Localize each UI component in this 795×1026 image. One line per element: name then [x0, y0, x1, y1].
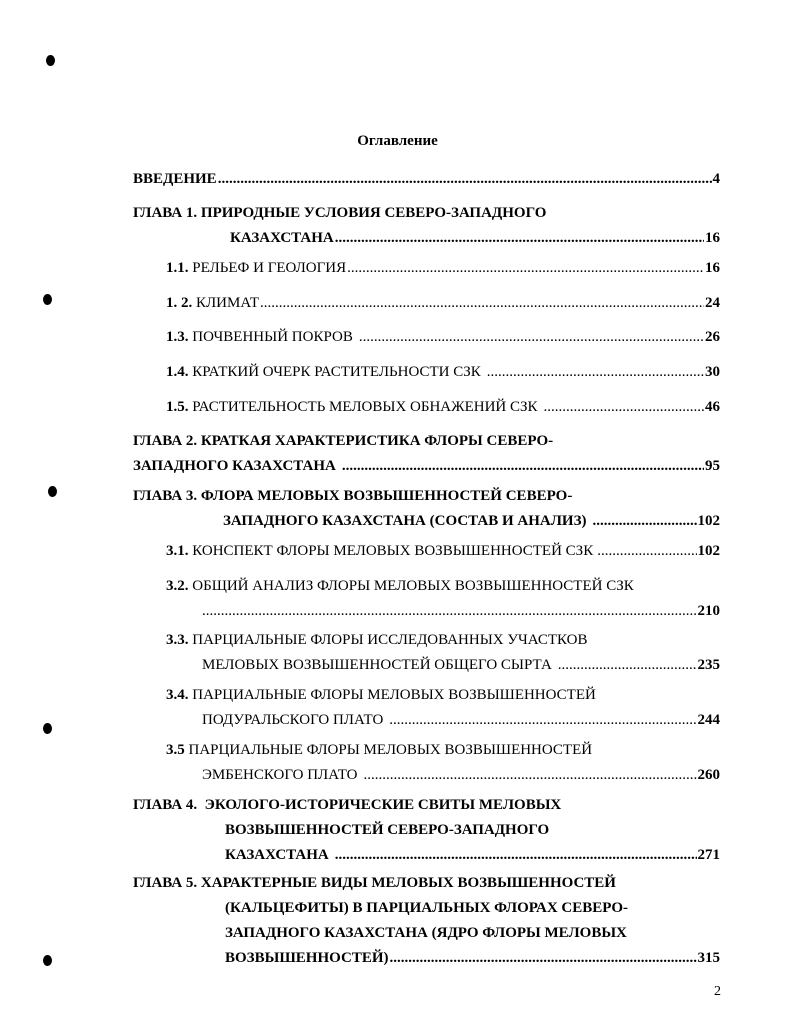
entry-label: ЗАПАДНОГО КАЗАХСТАНА: [133, 458, 336, 474]
dot-leader: [335, 226, 704, 251]
dot-leader: [202, 599, 697, 624]
toc-entry-chapter-3[interactable]: [133, 484, 720, 534]
toc-entry-chapter-5[interactable]: [133, 871, 720, 971]
dot-leader: [359, 325, 704, 350]
toc-entry-1-1[interactable]: [166, 256, 720, 281]
entry-label: ПОЧВЕННЫЙ ПОКРОВ: [192, 329, 353, 345]
entry-label: КЛИМАТ: [196, 295, 260, 311]
toc-entry-chapter-2[interactable]: [133, 429, 720, 479]
entry-label: КОНСПЕКТ ФЛОРЫ МЕЛОВЫХ ВОЗВЫШЕННОСТЕЙ СЗК: [192, 543, 594, 559]
section-number: 1.5.: [166, 399, 189, 415]
entry-heading: ГЛАВА 1. ПРИРОДНЫЕ УСЛОВИЯ СЕВЕРО-ЗАПАДНОГО: [133, 205, 547, 221]
entry-label: РЕЛЬЕФ И ГЕОЛОГИЯ: [192, 260, 347, 276]
page-ref: 102: [697, 513, 720, 529]
binder-hole: [48, 486, 57, 497]
toc-entry-chapter-1[interactable]: [133, 201, 720, 251]
page-ref: 30: [705, 364, 720, 380]
section-number: 1.4.: [166, 364, 189, 380]
entry-heading: ПАРЦИАЛЬНЫЕ ФЛОРЫ ИССЛЕДОВАННЫХ УЧАСТКОВ: [192, 632, 588, 648]
toc-entry-chapter-4[interactable]: [133, 793, 720, 868]
page-ref: 16: [705, 260, 720, 276]
page-ref: 46: [705, 399, 720, 415]
toc-entry-3-2[interactable]: [166, 574, 720, 624]
dot-leader: [218, 167, 712, 192]
toc-title: Оглавление: [357, 133, 438, 149]
section-number: 1.3.: [166, 329, 189, 345]
dot-leader: [597, 539, 696, 564]
dot-leader: [342, 454, 704, 479]
dot-leader: [544, 395, 704, 420]
entry-label: ЗАПАДНОГО КАЗАХСТАНА (СОСТАВ И АНАЛИЗ): [223, 513, 587, 529]
entry-label: КАЗАХСТАНА: [225, 847, 329, 863]
entry-heading: ОБЩИЙ АНАЛИЗ ФЛОРЫ МЕЛОВЫХ ВОЗВЫШЕННОСТЕЙ СЗК: [192, 578, 634, 594]
entry-label: ПОДУРАЛЬСКОГО ПЛАТО: [202, 712, 384, 728]
dot-leader: [389, 708, 696, 733]
toc-entry-1-4[interactable]: [166, 360, 720, 385]
dot-leader: [260, 291, 704, 316]
page-ref: 210: [697, 603, 720, 619]
dot-leader: [335, 843, 697, 868]
page-ref: 235: [697, 657, 720, 673]
dot-leader: [364, 763, 697, 788]
entry-heading-cont: ЗАПАДНОГО КАЗАХСТАНА (ЯДРО ФЛОРЫ МЕЛОВЫХ: [225, 925, 627, 941]
entry-heading-cont: (КАЛЬЦЕФИТЫ) В ПАРЦИАЛЬНЫХ ФЛОРАХ СЕВЕРО-: [225, 900, 629, 916]
section-number: 1. 2.: [166, 295, 193, 311]
page-ref: 315: [697, 950, 720, 966]
dot-leader: [347, 256, 704, 281]
page-ref: 26: [705, 329, 720, 345]
entry-heading: ГЛАВА 5. ХАРАКТЕРНЫЕ ВИДЫ МЕЛОВЫХ ВОЗВЫШЕННОСТЕЙ: [133, 875, 616, 891]
binder-hole: [43, 723, 52, 734]
toc-entry-introduction[interactable]: [133, 167, 720, 192]
page-ref: 102: [697, 543, 720, 559]
binder-hole: [46, 55, 55, 66]
section-number: 1.1.: [166, 260, 189, 276]
page-ref: 271: [697, 847, 720, 863]
toc-entry-1-2[interactable]: [166, 291, 720, 316]
section-number: 3.2.: [166, 578, 189, 594]
toc-entry-3-3[interactable]: [166, 628, 720, 678]
entry-heading: ГЛАВА 4. ЭКОЛОГО-ИСТОРИЧЕСКИЕ СВИТЫ МЕЛОВЫХ: [133, 797, 562, 813]
toc-entry-3-1[interactable]: [166, 539, 720, 564]
entry-label: ВОЗВЫШЕННОСТЕЙ): [225, 950, 389, 966]
page-ref: 24: [705, 295, 720, 311]
entry-label: ВВЕДЕНИЕ: [133, 171, 217, 187]
entry-label: МЕЛОВЫХ ВОЗВЫШЕННОСТЕЙ ОБЩЕГО СЫРТА: [202, 657, 552, 673]
dot-leader: [390, 946, 697, 971]
entry-heading: ГЛАВА 2. КРАТКАЯ ХАРАКТЕРИСТИКА ФЛОРЫ СЕВЕРО-: [133, 433, 554, 449]
dot-leader: [558, 653, 697, 678]
entry-heading: ПАРЦИАЛЬНЫЕ ФЛОРЫ МЕЛОВЫХ ВОЗВЫШЕННОСТЕЙ: [192, 687, 596, 703]
toc-entry-1-5[interactable]: [166, 395, 720, 420]
entry-label: КРАТКИЙ ОЧЕРК РАСТИТЕЛЬНОСТИ СЗК: [192, 364, 481, 380]
binder-hole: [43, 294, 52, 305]
section-number: 3.5: [166, 742, 185, 758]
page-ref: 244: [697, 712, 720, 728]
dot-leader: [593, 509, 697, 534]
page-number: 2: [714, 984, 721, 999]
binder-hole: [43, 955, 52, 966]
entry-heading-cont: ВОЗВЫШЕННОСТЕЙ СЕВЕРО-ЗАПАДНОГО: [225, 822, 550, 838]
section-number: 3.3.: [166, 632, 189, 648]
page-ref: 16: [705, 230, 720, 246]
page-ref: 95: [705, 458, 720, 474]
section-number: 3.1.: [166, 543, 189, 559]
page-ref: 4: [712, 171, 720, 187]
entry-label: ЭМБЕНСКОГО ПЛАТО: [202, 767, 358, 783]
dot-leader: [487, 360, 704, 385]
page-ref: 260: [697, 767, 720, 783]
toc-entry-1-3[interactable]: [166, 325, 720, 350]
toc-entry-3-5[interactable]: [166, 738, 720, 788]
entry-label: РАСТИТЕЛЬНОСТЬ МЕЛОВЫХ ОБНАЖЕНИЙ СЗК: [192, 399, 538, 415]
entry-heading: ГЛАВА 3. ФЛОРА МЕЛОВЫХ ВОЗВЫШЕННОСТЕЙ СЕВЕРО-: [133, 488, 573, 504]
entry-heading: ПАРЦИАЛЬНЫЕ ФЛОРЫ МЕЛОВЫХ ВОЗВЫШЕННОСТЕЙ: [188, 742, 593, 758]
entry-label: КАЗАХСТАНА: [230, 230, 334, 246]
toc-entry-3-4[interactable]: [166, 683, 720, 733]
section-number: 3.4.: [166, 687, 189, 703]
